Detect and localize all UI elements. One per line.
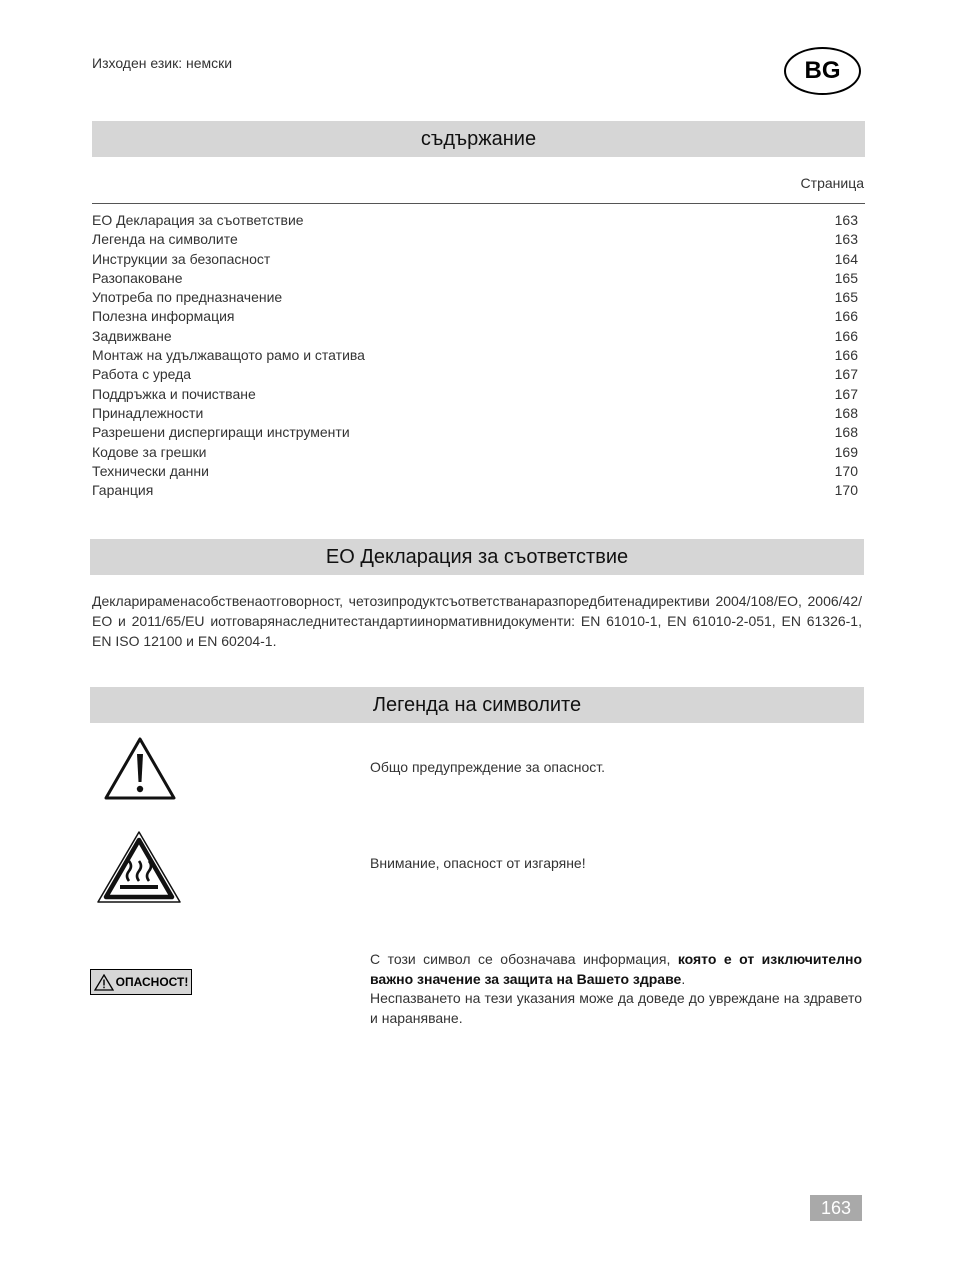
toc-entry-label: Технически данни xyxy=(92,462,209,479)
danger-text-line2: Неспазването на тези указания може да доведе до увреждане на здравето и нараняване. xyxy=(370,990,862,1026)
danger-label xyxy=(90,969,192,995)
toc-entry-page: 169 xyxy=(834,443,858,460)
toc-entry-label: ЕО Декларация за съответствие xyxy=(92,212,304,228)
toc-entry[interactable] xyxy=(92,211,858,230)
toc-entry-page: 168 xyxy=(834,424,858,441)
declaration-heading: ЕО Декларация за съответствие xyxy=(90,539,864,575)
toc-entry-page: 168 xyxy=(834,404,858,421)
toc-entry-label: Кодове за грешки xyxy=(92,443,207,460)
hot-surface-warning-icon xyxy=(96,830,182,909)
toc-entry-page: 170 xyxy=(834,482,858,499)
toc-entry-label: Поддръжка и почистване xyxy=(92,385,256,402)
table-of-contents xyxy=(92,211,858,500)
page-column-label: Страница xyxy=(800,175,864,191)
toc-heading: съдържание xyxy=(92,121,865,157)
toc-entry[interactable] xyxy=(92,307,858,326)
toc-entry-label: Инструкции за безопасност xyxy=(92,250,271,267)
toc-entry-page: 167 xyxy=(834,366,858,383)
toc-entry[interactable] xyxy=(92,365,858,384)
toc-entry-label: Употреба по предназначение xyxy=(92,289,283,306)
toc-entry[interactable] xyxy=(92,250,858,269)
toc-entry[interactable] xyxy=(92,385,858,404)
toc-entry[interactable] xyxy=(92,462,858,481)
toc-entry-page: 166 xyxy=(834,327,858,344)
toc-entry-label: Гаранция xyxy=(92,482,154,499)
toc-entry-page: 163 xyxy=(834,212,858,228)
source-language-note: Изходен език: немски xyxy=(92,55,233,71)
toc-entry[interactable] xyxy=(92,288,858,307)
toc-entry-page: 166 xyxy=(834,347,858,364)
toc-entry-label: Принадлежности xyxy=(92,404,204,421)
toc-entry-page: 167 xyxy=(834,385,858,402)
toc-divider xyxy=(92,203,865,204)
toc-entry[interactable] xyxy=(92,423,858,442)
general-warning-text: Общо предупреждение за опасност. xyxy=(370,759,606,775)
toc-entry-label: Легенда на символите xyxy=(92,231,238,248)
toc-entry[interactable] xyxy=(92,327,858,346)
toc-entry[interactable] xyxy=(92,443,858,462)
toc-entry-page: 163 xyxy=(834,231,858,248)
language-badge: BG xyxy=(784,47,861,95)
danger-label-text: ОПАСНОСТ! xyxy=(115,975,189,989)
toc-entry[interactable] xyxy=(92,404,858,423)
danger-label-icon xyxy=(94,974,114,991)
toc-entry-label: Задвижване xyxy=(92,327,172,344)
legend-heading: Легенда на символите xyxy=(90,687,864,723)
danger-text-part1: С този символ се обозначава информация, xyxy=(370,951,678,967)
hot-surface-warning-text: Внимание, опасност от изгаряне! xyxy=(370,855,586,871)
danger-description xyxy=(370,950,862,1028)
toc-entry[interactable] xyxy=(92,269,858,288)
toc-entry-page: 166 xyxy=(834,308,858,325)
danger-text-part2: . xyxy=(681,970,686,987)
toc-entry[interactable] xyxy=(92,230,858,249)
toc-entry-label: Монтаж на удължаващото рамо и статива xyxy=(92,347,365,364)
toc-entry-page: 165 xyxy=(834,269,858,286)
general-warning-icon xyxy=(103,736,177,807)
toc-entry-page: 170 xyxy=(834,462,858,479)
page-number: 163 xyxy=(810,1195,862,1221)
toc-entry-label: Разопаковане xyxy=(92,269,183,286)
toc-entry-label: Полезна информация xyxy=(92,308,235,325)
toc-entry-page: 164 xyxy=(834,250,858,267)
danger-text-emphasis: която е от изключително важно значение за защита на Вашето здраве xyxy=(370,951,862,987)
toc-entry-label: Работа с уреда xyxy=(92,366,192,383)
toc-entry-page: 165 xyxy=(834,289,858,306)
toc-entry-label: Разрешени диспергиращи инструменти xyxy=(92,424,350,441)
toc-entry[interactable] xyxy=(92,346,858,365)
toc-entry[interactable] xyxy=(92,481,858,500)
declaration-text: Декларираменасобственаотговорност, четозипродуктсъответстванаразпоредбитенадирективи 2004/108/ЕО, 2006/42/ЕО и 2011/65/EU иотговарянаследнитестандартиинормативнидокументи: EN 61010-1, EN 61010-2-051, EN 61326-1, EN ISO 12100 и EN 60204-1. xyxy=(92,593,862,649)
